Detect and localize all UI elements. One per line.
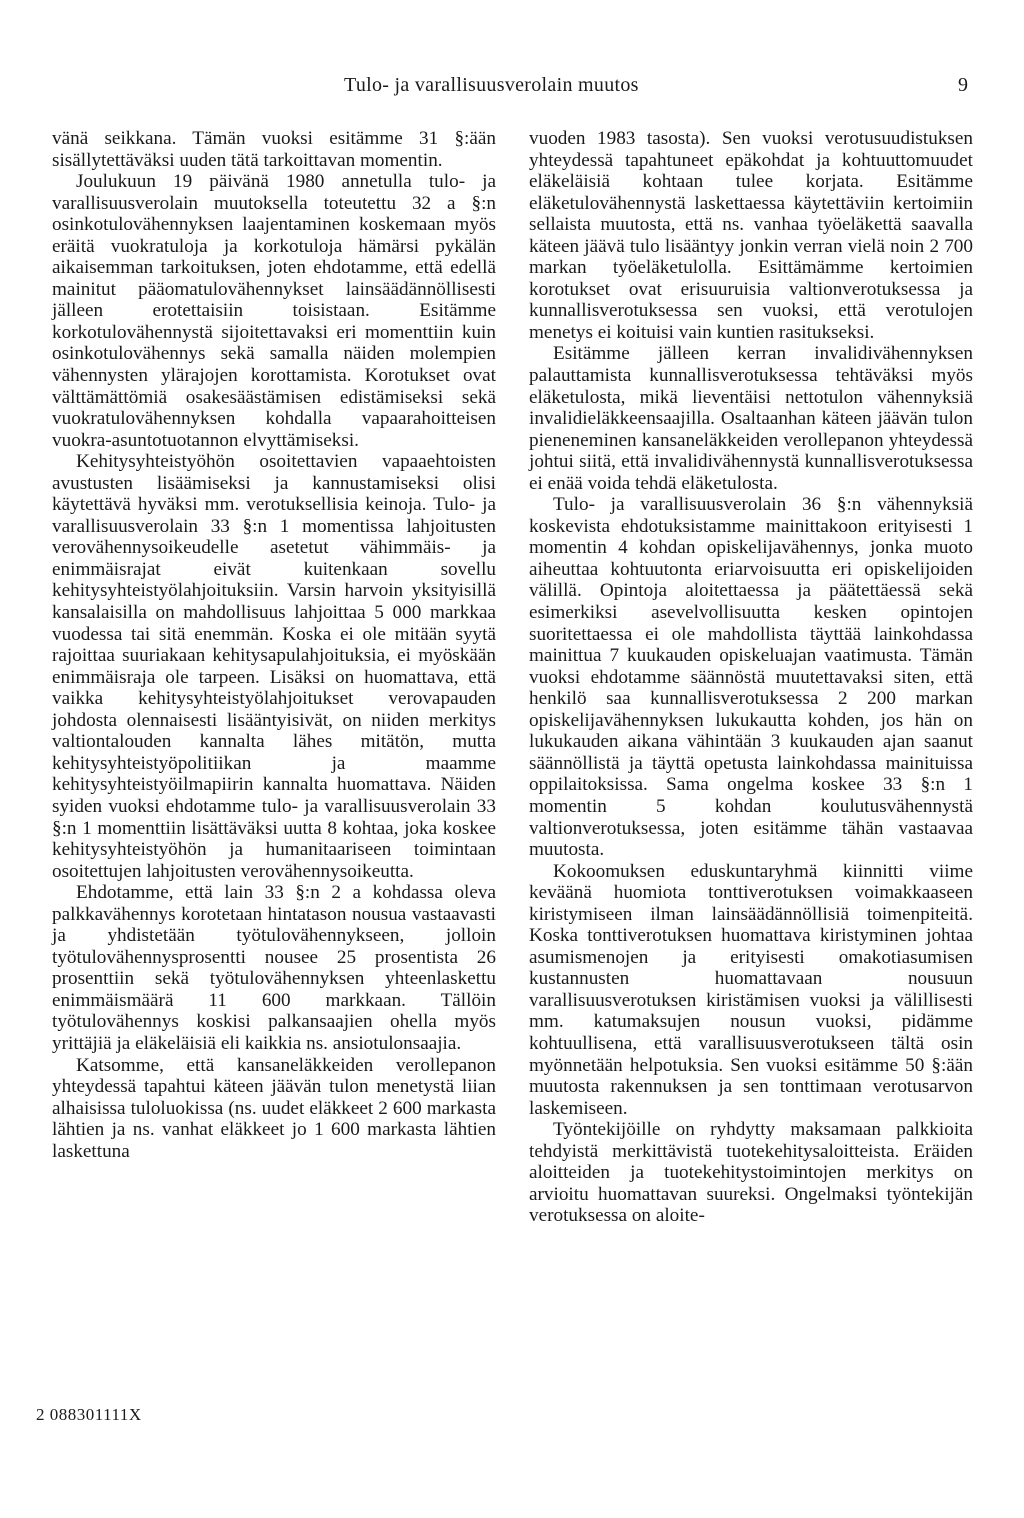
paragraph: Kokoomuksen eduskuntaryhmä kiinnitti viime keväänä huomiota tonttiverotuksen voimakkaaseen kiristymiseen ilman lainsäädännöllisiä toimenpiteitä. Koska tonttiverotuksen huomattava kiristyminen johtaa asumismenojen ja erityisesti omakotiasumisen kustannusten huomattavaan nousuun varallisuusverotuksen kiristämisen vuoksi ja välillisesti mm. katumaksujen nousun vuoksi, pidämme kohtuullisena, että varallisuusverotukseen tältä osin myönnetään helpotuksia. Sen vuoksi esitämme 50 §:ään muutosta rakennuksen ja sen tonttimaan verotusarvon laskemiseen. xyxy=(529,860,973,1119)
paragraph: Ehdotamme, että lain 33 §:n 2 a kohdassa oleva palkkavähennys korotetaan hintatason nousua vastaavasti ja yhdistetään työtulovähennykseen, jolloin työtulovähennysprosentti nousee 25 prosentista 26 prosenttiin sekä työtulovähennyksen yhteenlaskettu enimmäismäärä 11 600 markkaan. Tällöin työtulovähennys koskisi palkansaajien ohella myös yrittäjiä ja eläkeläisiä eli kaikkia ns. ansiotulonsaajia. xyxy=(52,882,496,1054)
footer-print-code: 2 088301111X xyxy=(36,1405,142,1424)
paragraph: Työntekijöille on ryhdytty maksamaan palkkioita tehdyistä merkittävistä tuotekehitysaloitteista. Eräiden aloitteiden ja tuotekehitystoimintojen merkitys on arvioitu huomattavan suureksi. Ongelmaksi työntekijän verotuksessa on aloite- xyxy=(529,1119,973,1227)
page-number: 9 xyxy=(958,74,968,96)
paragraph: vänä seikkana. Tämän vuoksi esitämme 31 §:ään sisällytettäväksi uuden tätä tarkoittavan momentin. xyxy=(52,128,496,171)
running-header-title: Tulo- ja varallisuusverolain muutos xyxy=(344,74,639,96)
paragraph: vuoden 1983 tasosta). Sen vuoksi verotusuudistuksen yhteydessä tapahtuneet epäkohdat ja kohtuuttomuudet eläkeläisiä kohtaan tulee korjata. Esitämme eläketulovähennystä laskettaessa käytettäviin kertoimiin sellaista muutosta, että ns. vanhaa työeläkettä saavalla käteen jäävä tulo lisääntyy jonkin verran vielä noin 2 700 markan työeläketulolla. Esittämämme kertoimien korotukset ovat erisuuruisia valtionverotuksessa ja kunnallisverotuksessa sen vuoksi, että verotulojen menetys ei koituisi vain kuntien rasitukseksi. xyxy=(529,128,973,343)
left-text-column xyxy=(52,128,496,1162)
paragraph: Tulo- ja varallisuusverolain 36 §:n vähennyksiä koskevista ehdotuksistamme mainittakoon erityisesti 1 momentin 4 kohdan opiskelijavähennys, jonka muoto aiheuttaa kohtuutonta eriarvoisuutta eri opiskelijoiden välillä. Opintoja aloitettaessa ja päätettäessä sekä esimerkiksi asevelvollisuutta kesken opintojen suoritettaessa ei ole mahdollista täyttää lainkohdassa mainittua 7 kuukauden opiskeluajan vaatimusta. Tämän vuoksi ehdotamme säännöstä muutettavaksi siten, että henkilö saa kunnallisverotuksessa 2 200 markan opiskelijavähennyksen lukukautta kohden, jos hän on lukukauden aikana vähintään 3 kuukauden ajan saanut säännöllistä ja täyttä opetusta lainkohdassa mainituissa oppilaitoksissa. Sama ongelma koskee 33 §:n 1 momentin 5 kohdan koulutusvähennystä valtionverotuksessa, joten esitämme tähän vastaavaa muutosta. xyxy=(529,494,973,861)
paragraph: Katsomme, että kansaneläkkeiden verollepanon yhteydessä tapahtui käteen jäävän tulon menetystä liian alhaisissa tuloluokissa (ns. uudet eläkkeet 2 600 markasta lähtien ja ns. vanhat eläkkeet jo 1 600 markasta lähtien laskettuna xyxy=(52,1054,496,1162)
right-text-column xyxy=(529,128,973,1227)
paragraph: Esitämme jälleen kerran invalidivähennyksen palauttamista kunnallisverotuksessa tehtäväksi myös eläketulosta, mikä lieventäisi nettotulon vähennyksiä invalidieläkkeensaajilla. Osaltaanhan käteen jäävän tulon pieneneminen kansaneläkkeiden verollepanon yhteydessä johtui siitä, että invalidivähennystä kunnallisverotuksessa ei enää voida tehdä eläketulosta. xyxy=(529,343,973,494)
paragraph: Kehitysyhteistyöhön osoitettavien vapaaehtoisten avustusten lisäämiseksi ja kannustamiseksi olisi käytettävä hyväksi mm. verotuksellisia keinoja. Tulo- ja varallisuusverolain 33 §:n 1 momentissa lahjoitusten verovähennysoikeudelle asetetut vähimmäis- ja enimmäisrajat eivät kuitenkaan sovellu kehitysyhteistyölahjoituksiin. Varsin harvoin yksityisillä kansalaisilla on mahdollisuus lahjoittaa 5 000 markkaa vuodessa tai sitä enemmän. Koska ei ole mitään syytä rajoittaa suuriakaan kehitysapulahjoituksia, ei myöskään enimmäisraja ole tarpeen. Lisäksi on huomattava, että vaikka kehitysyhteistyölahjoitukset verovapauden johdosta olennaisesti lisääntyisivät, on niiden merkitys valtiontalouden kannalta lähes mitätön, mutta kehitysyhteistyöpolitiikan ja maamme kehitysyhteistyöilmapiirin kannalta huomattava. Näiden syiden vuoksi ehdotamme tulo- ja varallisuusverolain 33 §:n 1 momenttiin lisättäväksi uutta 8 kohtaa, joka koskee kehitysyhteistyöhön ja humanitaariseen toimintaan osoitettujen lahjoitusten verovähennysoikeutta. xyxy=(52,451,496,882)
paragraph: Joulukuun 19 päivänä 1980 annetulla tulo- ja varallisuusverolain muutoksella toteutettu 32 a §:n osinkotulovähennyksen laajentaminen koskemaan myös eräitä vuokratuloja ja korkotuloja hämärsi pykälän aikaisemman tarkoituksen, joten ehdotamme, että edellä mainitut pääomatulovähennykset lainsäädännöllisesti jälleen erotettaisiin toisistaan. Esitämme korkotulovähennystä sijoitettavaksi eri momenttiin kuin osinkotulovähennys sekä samalla näiden molempien vähennysten ylärajojen korottamista. Korotukset ovat välttämättömiä osakesäästämisen edistämiseksi sekä vuokratulovähennyksen kohdalla vapaarahoitteisen vuokra-asuntotuotannon elvyttämiseksi. xyxy=(52,171,496,451)
